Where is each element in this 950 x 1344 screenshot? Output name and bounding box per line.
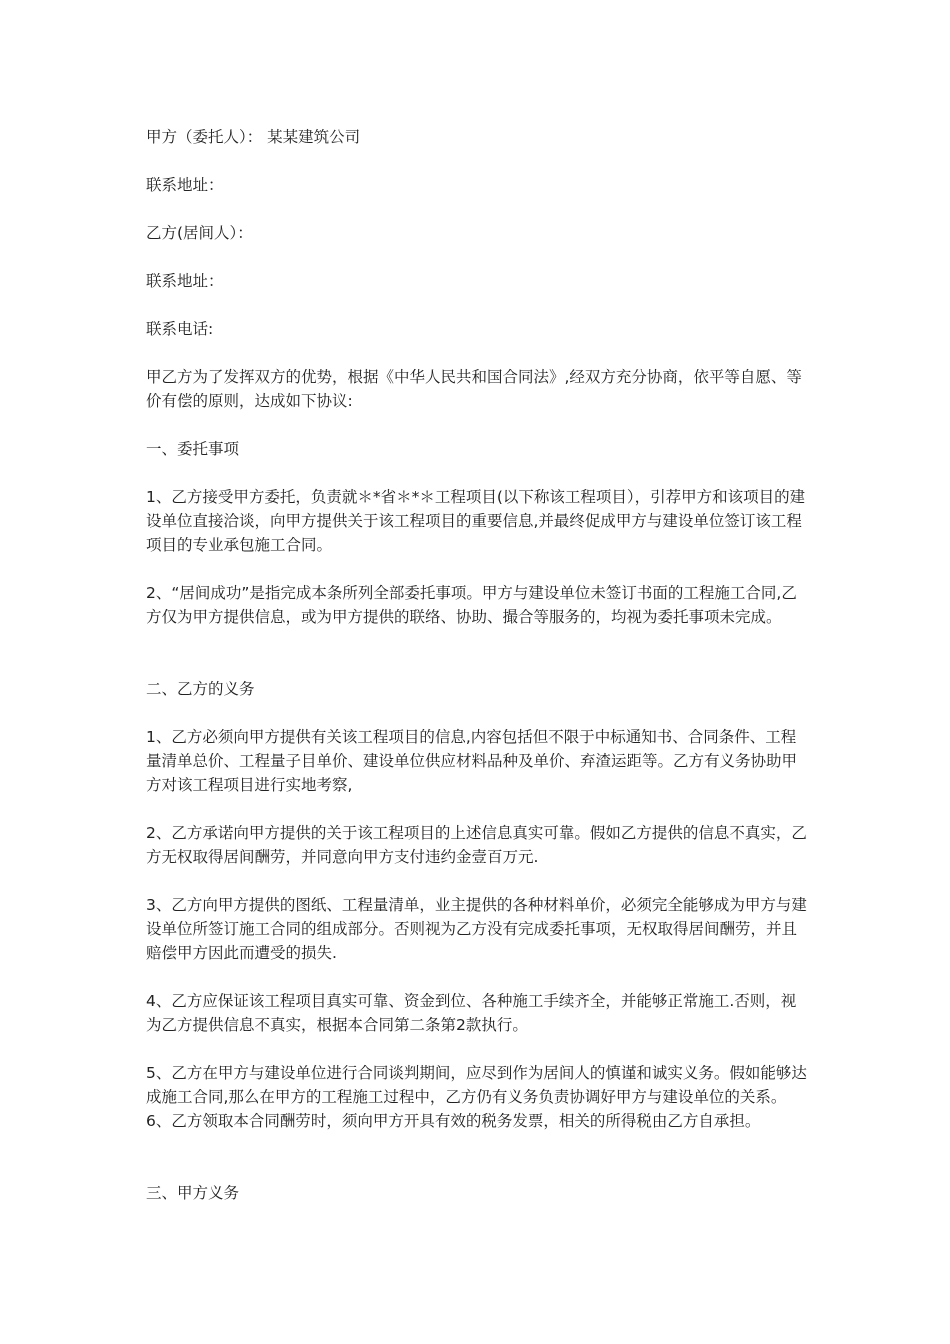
party-b-address: 联系地址： (146, 272, 224, 290)
party-b-phone: 联系电话: (146, 320, 214, 338)
party-a-address: 联系地址： (146, 176, 224, 194)
section-2-item-5: 5、乙方在甲方与建设单位进行合同谈判期间，应尽到作为居间人的慎谨和诚实义务。假如能够达成施工合同,那么在甲方的工程施工过程中，乙方仍有义务负责协调好甲方与建设单位的关系。 6、乙方领取本合同酬劳时，须向甲方开具有效的税务发票，相关的所得税由乙方自承担。 (146, 1064, 807, 1130)
section-2-title: 二、乙方的义务 (146, 680, 255, 698)
section-1-item-1: 1、乙方接受甲方委托，负责就＊*省＊*＊工程项目(以下称该工程项目），引荐甲方和该项目的建设单位直接洽谈，向甲方提供关于该工程项目的重要信息,并最终促成甲方与建设单位签订该工程项目的专业承包施工合同。 (146, 488, 806, 554)
intro-paragraph: 甲乙方为了发挥双方的优势，根据《中华人民共和国合同法》,经双方充分协商，依平等自愿、等价有偿的原则，达成如下协议: (146, 368, 802, 410)
section-1-item-2: 2、“居间成功”是指完成本条所列全部委托事项。甲方与建设单位未签订书面的工程施工合同,乙方仅为甲方提供信息，或为甲方提供的联络、协助、撮合等服务的，均视为委托事项未完成。 (146, 584, 797, 626)
party-b-line: 乙方(居间人）： (146, 224, 253, 242)
section-2-item-3: 3、乙方向甲方提供的图纸、工程量清单，业主提供的各种材料单价，必须完全能够成为甲方与建设单位所签订施工合同的组成部分。否则视为乙方没有完成委托事项，无权取得居间酬劳，并且赔偿甲方因此而遭受的损失. (146, 896, 807, 962)
section-3-title: 三、甲方义务 (146, 1184, 240, 1202)
party-a-line: 甲方（委托人）： 某某建筑公司 (146, 128, 361, 146)
section-2-item-2: 2、乙方承诺向甲方提供的关于该工程项目的上述信息真实可靠。假如乙方提供的信息不真实，乙方无权取得居间酬劳，并同意向甲方支付违约金壹百万元. (146, 824, 807, 866)
section-1-title: 一、委托事项 (146, 440, 240, 458)
section-2-item-4: 4、乙方应保证该工程项目真实可靠、资金到位、各种施工手续齐全，并能够正常施工.否则，视为乙方提供信息不真实，根据本合同第二条第2款执行。 (146, 992, 797, 1034)
section-2-item-1: 1、乙方必须向甲方提供有关该工程项目的信息,内容包括但不限于中标通知书、合同条件、工程量清单总价、工程量子目单价、建设单位供应材料品种及单价、弃渣运距等。乙方有义务协助甲方对该工程项目进行实地考察, (146, 728, 798, 794)
